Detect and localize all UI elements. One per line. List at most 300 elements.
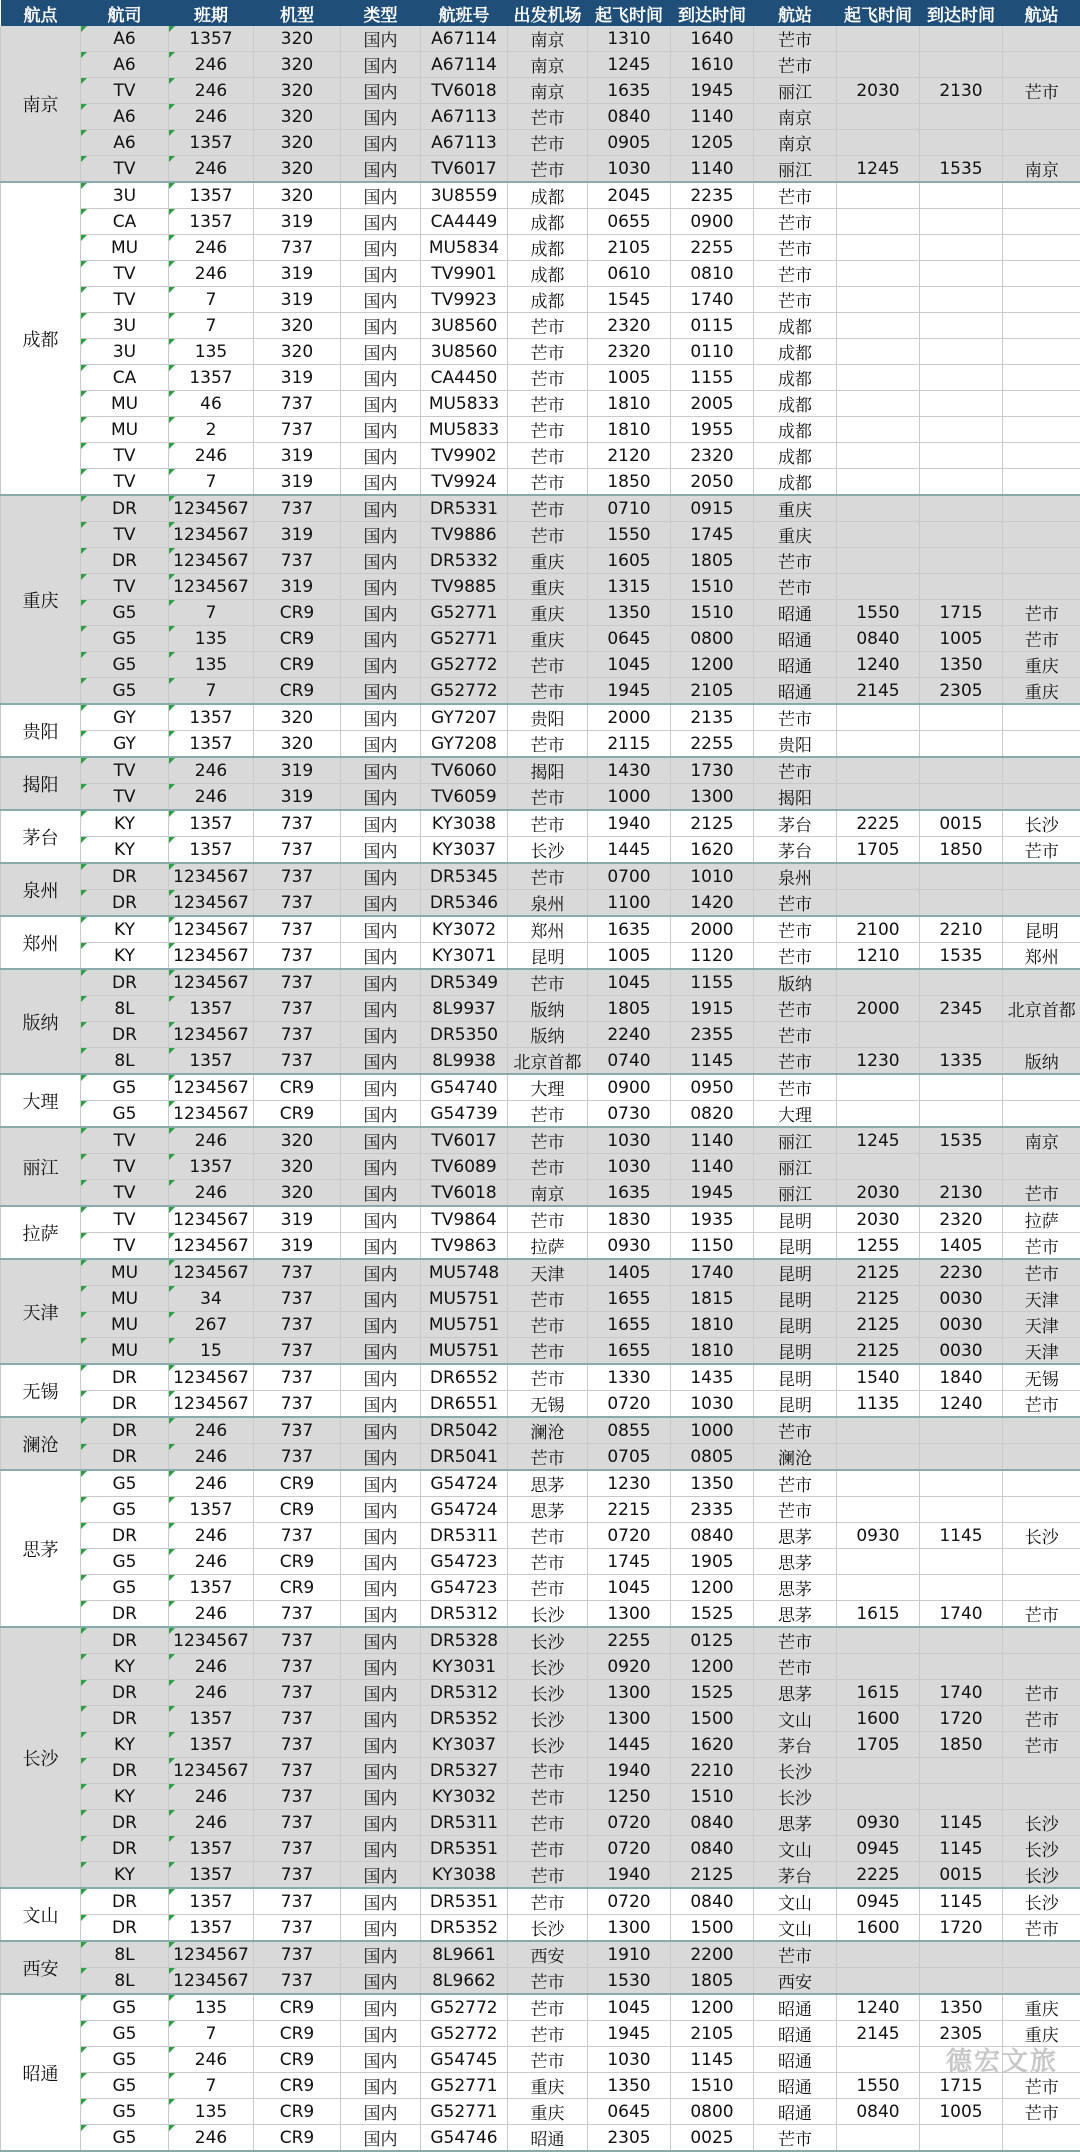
station-cell: 芒市 [754,916,837,943]
station-cell: 茅台 [754,837,837,864]
station-cell: 丽江 [754,78,837,104]
station-cell: 版纳 [754,969,837,996]
table-row [1,156,1080,183]
station-2-cell: 芒市 [1003,600,1080,626]
type-cell: 国内 [341,1758,421,1784]
arrival-time-2-cell: 1145 [920,1836,1003,1862]
departure-airport-cell: 长沙 [508,1680,588,1706]
departure-airport-cell: 芒市 [508,810,588,837]
departure-time-2-cell: 1600 [837,1706,920,1732]
flight-no-cell: 8L9662 [421,1968,508,1995]
arrival-time-2-cell: 2305 [920,2021,1003,2047]
flight-no-cell: 3U8559 [421,182,508,209]
type-cell: 国内 [341,1286,421,1312]
schedule-days-cell: 1357 [169,1497,254,1523]
table-row [1,969,1080,996]
arrival-time-2-cell [920,182,1003,209]
table-header [1,0,1080,26]
arrival-time-2-cell [920,495,1003,522]
schedule-days-cell: 1234567 [169,1101,254,1128]
type-cell: 国内 [341,1862,421,1889]
flight-no-cell: 8L9938 [421,1048,508,1075]
station-cell: 西安 [754,1968,837,1995]
departure-airport-cell: 芒市 [508,365,588,391]
aircraft-cell: 737 [254,1941,341,1968]
station-cell: 思茅 [754,1680,837,1706]
type-cell: 国内 [341,443,421,469]
departure-airport-cell: 芒市 [508,1888,588,1915]
schedule-days-cell: 7 [169,600,254,626]
arrival-time-2-cell: 1840 [920,1364,1003,1391]
flight-no-cell: TV6017 [421,1127,508,1154]
arrival-time-2-cell: 2320 [920,1206,1003,1233]
departure-time-cell: 1300 [588,1706,671,1732]
watermark: 德宏文旅 [946,2041,1058,2078]
station-2-cell [1003,287,1080,313]
arrival-time-cell: 0840 [671,1523,754,1549]
arrival-time-cell: 1140 [671,1127,754,1154]
station-cell: 昆明 [754,1233,837,1260]
arrival-time-2-cell [920,1627,1003,1654]
airline-cell: G5 [81,2021,169,2047]
departure-airport-cell: 长沙 [508,837,588,864]
departure-time-2-cell: 2145 [837,678,920,705]
schedule-days-cell: 246 [169,2047,254,2073]
table-row [1,548,1080,574]
col-header-arrival-time-2: 到达时间 [920,0,1003,26]
arrival-time-2-cell [920,2125,1003,2152]
flight-no-cell: TV9863 [421,1233,508,1260]
airline-cell: TV [81,757,169,784]
station-2-cell [1003,1758,1080,1784]
table-row [1,1154,1080,1180]
schedule-days-cell: 135 [169,652,254,678]
schedule-days-cell: 7 [169,2021,254,2047]
departure-airport-cell: 芒市 [508,1549,588,1575]
schedule-days-cell: 1234567 [169,522,254,548]
departure-time-cell: 1045 [588,1994,671,2021]
aircraft-cell: 737 [254,1338,341,1365]
airline-cell: DR [81,1758,169,1784]
departure-time-2-cell [837,731,920,758]
schedule-days-cell: 135 [169,2099,254,2125]
aircraft-cell: 320 [254,731,341,758]
aircraft-cell: 737 [254,1523,341,1549]
aircraft-cell: 319 [254,469,341,496]
arrival-time-cell: 1810 [671,1312,754,1338]
station-2-cell: 昆明 [1003,916,1080,943]
type-cell: 国内 [341,1680,421,1706]
flight-no-cell: G54746 [421,2125,508,2152]
table-row [1,1888,1080,1915]
departure-time-2-cell [837,574,920,600]
departure-time-2-cell: 1255 [837,1233,920,1260]
col-header-departure-time-2: 起飞时间 [837,0,920,26]
type-cell: 国内 [341,130,421,156]
departure-time-2-cell [837,235,920,261]
table-row [1,1523,1080,1549]
flight-no-cell: G52772 [421,2021,508,2047]
table-row [1,943,1080,970]
airline-cell: DR [81,1601,169,1628]
schedule-days-cell: 1357 [169,837,254,864]
flight-no-cell: DR5312 [421,1601,508,1628]
aircraft-cell: 737 [254,1915,341,1942]
arrival-time-cell: 1140 [671,104,754,130]
departure-time-2-cell [837,1784,920,1810]
aircraft-cell: CR9 [254,600,341,626]
departure-time-cell: 0720 [588,1810,671,1836]
table-row [1,2047,1080,2073]
arrival-time-2-cell [920,1417,1003,1444]
station-cell: 长沙 [754,1784,837,1810]
station-2-cell [1003,365,1080,391]
flight-no-cell: KY3031 [421,1654,508,1680]
station-cell: 南京 [754,104,837,130]
table-row [1,1127,1080,1154]
departure-airport-cell: 芒市 [508,339,588,365]
flight-no-cell: A67113 [421,104,508,130]
departure-time-2-cell [837,704,920,731]
flight-no-cell: DR5352 [421,1706,508,1732]
table-row [1,1968,1080,1995]
station-cell: 芒市 [754,890,837,917]
airline-cell: KY [81,1862,169,1889]
airline-cell: G5 [81,678,169,705]
departure-time-cell: 0705 [588,1444,671,1471]
schedule-days-cell: 246 [169,1810,254,1836]
type-cell: 国内 [341,1233,421,1260]
schedule-days-cell: 1357 [169,1575,254,1601]
col-header-departure-airport: 出发机场 [508,0,588,26]
departure-time-2-cell [837,130,920,156]
table-row [1,78,1080,104]
station-cell: 芒市 [754,209,837,235]
station-cell: 芒市 [754,757,837,784]
type-cell: 国内 [341,890,421,917]
departure-time-2-cell [837,443,920,469]
aircraft-cell: 737 [254,1680,341,1706]
table-row [1,1784,1080,1810]
departure-time-cell: 1635 [588,1180,671,1207]
airline-cell: DR [81,863,169,890]
station-cell: 芒市 [754,996,837,1022]
departure-airport-cell: 芒市 [508,522,588,548]
type-cell: 国内 [341,1470,421,1497]
station-2-cell [1003,548,1080,574]
table-row [1,1836,1080,1862]
departure-time-2-cell: 1705 [837,1732,920,1758]
departure-time-cell: 1445 [588,837,671,864]
airline-cell: G5 [81,1101,169,1128]
station-2-cell: 芒市 [1003,1233,1080,1260]
departure-time-cell: 1805 [588,996,671,1022]
type-cell: 国内 [341,784,421,811]
schedule-days-cell: 246 [169,1180,254,1207]
aircraft-cell: 737 [254,1048,341,1075]
schedule-days-cell: 246 [169,1127,254,1154]
airline-cell: CA [81,365,169,391]
departure-time-cell: 2215 [588,1497,671,1523]
schedule-days-cell: 1357 [169,1732,254,1758]
arrival-time-cell: 1740 [671,1259,754,1286]
station-2-cell: 天津 [1003,1312,1080,1338]
departure-time-cell: 1550 [588,522,671,548]
station-2-cell [1003,235,1080,261]
airline-cell: DR [81,890,169,917]
station-2-cell [1003,1575,1080,1601]
flight-no-cell: DR5346 [421,890,508,917]
departure-time-cell: 0655 [588,209,671,235]
arrival-time-cell: 0840 [671,1888,754,1915]
aircraft-cell: 737 [254,1417,341,1444]
arrival-time-2-cell [920,1470,1003,1497]
airline-cell: MU [81,1259,169,1286]
type-cell: 国内 [341,1836,421,1862]
station-cell: 重庆 [754,495,837,522]
table-row [1,1497,1080,1523]
aircraft-cell: 320 [254,78,341,104]
destination-cell: 天津 [1,1259,81,1364]
arrival-time-cell: 1030 [671,1391,754,1418]
type-cell: 国内 [341,757,421,784]
departure-time-2-cell: 0930 [837,1523,920,1549]
type-cell: 国内 [341,209,421,235]
station-cell: 昆明 [754,1206,837,1233]
arrival-time-cell: 0800 [671,626,754,652]
table-row [1,443,1080,469]
departure-airport-cell: 芒市 [508,1810,588,1836]
destination-cell: 思茅 [1,1470,81,1627]
departure-time-cell: 1655 [588,1338,671,1365]
departure-airport-cell: 芒市 [508,1127,588,1154]
departure-airport-cell: 芒市 [508,1364,588,1391]
table-row [1,1233,1080,1260]
departure-time-2-cell [837,757,920,784]
flight-no-cell: CA4449 [421,209,508,235]
station-2-cell [1003,391,1080,417]
airline-cell: G5 [81,600,169,626]
airline-cell: G5 [81,1470,169,1497]
arrival-time-cell: 1610 [671,52,754,78]
departure-time-cell: 1445 [588,1732,671,1758]
departure-time-cell: 1315 [588,574,671,600]
airline-cell: GY [81,704,169,731]
arrival-time-cell: 1155 [671,969,754,996]
departure-time-2-cell: 2125 [837,1338,920,1365]
table-row [1,209,1080,235]
station-cell: 芒市 [754,1470,837,1497]
departure-time-cell: 1810 [588,391,671,417]
schedule-days-cell: 267 [169,1312,254,1338]
departure-airport-cell: 思茅 [508,1470,588,1497]
destination-cell: 泉州 [1,863,81,916]
station-2-cell [1003,1784,1080,1810]
departure-airport-cell: 重庆 [508,548,588,574]
flight-no-cell: TV9885 [421,574,508,600]
arrival-time-2-cell [920,209,1003,235]
type-cell: 国内 [341,2125,421,2152]
departure-airport-cell: 芒市 [508,1338,588,1365]
departure-airport-cell: 贵阳 [508,704,588,731]
type-cell: 国内 [341,261,421,287]
departure-time-2-cell: 0945 [837,1836,920,1862]
table-row [1,235,1080,261]
aircraft-cell: CR9 [254,1101,341,1128]
departure-airport-cell: 芒市 [508,1154,588,1180]
departure-airport-cell: 芒市 [508,2021,588,2047]
airline-cell: MU [81,235,169,261]
station-cell: 丽江 [754,1154,837,1180]
station-cell: 成都 [754,417,837,443]
schedule-days-cell: 1357 [169,810,254,837]
station-2-cell: 芒市 [1003,78,1080,104]
station-2-cell: 长沙 [1003,810,1080,837]
table-row [1,757,1080,784]
departure-time-cell: 1310 [588,26,671,52]
departure-time-2-cell [837,104,920,130]
type-cell: 国内 [341,863,421,890]
airline-cell: G5 [81,2047,169,2073]
type-cell: 国内 [341,2099,421,2125]
flight-no-cell: KY3038 [421,810,508,837]
station-2-cell: 芒市 [1003,626,1080,652]
arrival-time-cell: 1120 [671,943,754,970]
aircraft-cell: 319 [254,443,341,469]
table-row [1,1941,1080,1968]
departure-time-2-cell [837,1497,920,1523]
type-cell: 国内 [341,810,421,837]
table-row [1,626,1080,652]
station-2-cell [1003,704,1080,731]
arrival-time-cell: 1205 [671,130,754,156]
departure-airport-cell: 澜沧 [508,1417,588,1444]
type-cell: 国内 [341,522,421,548]
aircraft-cell: 737 [254,969,341,996]
departure-airport-cell: 芒市 [508,1206,588,1233]
flight-no-cell: TV9864 [421,1206,508,1233]
airline-cell: A6 [81,130,169,156]
table-row [1,1601,1080,1628]
departure-time-cell: 0710 [588,495,671,522]
aircraft-cell: 737 [254,1259,341,1286]
departure-time-2-cell: 1210 [837,943,920,970]
arrival-time-cell: 2235 [671,182,754,209]
airline-cell: DR [81,1810,169,1836]
arrival-time-2-cell [920,1444,1003,1471]
departure-airport-cell: 芒市 [508,391,588,417]
station-cell: 澜沧 [754,1444,837,1471]
aircraft-cell: CR9 [254,2047,341,2073]
departure-time-cell: 0720 [588,1888,671,1915]
type-cell: 国内 [341,1575,421,1601]
station-cell: 成都 [754,443,837,469]
arrival-time-2-cell [920,339,1003,365]
airline-cell: 8L [81,1048,169,1075]
schedule-days-cell: 135 [169,1994,254,2021]
table-row [1,26,1080,52]
flight-no-cell: MU5833 [421,417,508,443]
aircraft-cell: CR9 [254,626,341,652]
arrival-time-2-cell: 1535 [920,1127,1003,1154]
arrival-time-cell: 2000 [671,916,754,943]
station-cell: 茅台 [754,810,837,837]
station-2-cell [1003,209,1080,235]
arrival-time-cell: 1510 [671,1784,754,1810]
aircraft-cell: 737 [254,1968,341,1995]
departure-airport-cell: 南京 [508,1180,588,1207]
type-cell: 国内 [341,78,421,104]
flight-no-cell: DR6552 [421,1364,508,1391]
type-cell: 国内 [341,600,421,626]
aircraft-cell: 319 [254,1206,341,1233]
type-cell: 国内 [341,1417,421,1444]
schedule-days-cell: 1234567 [169,890,254,917]
schedule-days-cell: 246 [169,1549,254,1575]
departure-time-2-cell: 0840 [837,2099,920,2125]
departure-airport-cell: 芒市 [508,1994,588,2021]
airline-cell: KY [81,916,169,943]
aircraft-cell: 737 [254,1862,341,1889]
arrival-time-2-cell [920,469,1003,496]
departure-time-cell: 1830 [588,1206,671,1233]
station-2-cell [1003,784,1080,811]
departure-time-cell: 1850 [588,469,671,496]
station-cell: 昭通 [754,626,837,652]
arrival-time-2-cell: 1145 [920,1888,1003,1915]
station-2-cell: 重庆 [1003,2021,1080,2047]
flight-no-cell: DR5041 [421,1444,508,1471]
schedule-days-cell: 1234567 [169,1206,254,1233]
col-header-departure-time: 起飞时间 [588,0,671,26]
table-row [1,600,1080,626]
station-cell: 思茅 [754,1601,837,1628]
departure-airport-cell: 芒市 [508,443,588,469]
aircraft-cell: 737 [254,810,341,837]
airline-cell: MU [81,1286,169,1312]
aircraft-cell: CR9 [254,1994,341,2021]
flight-no-cell: 3U8560 [421,313,508,339]
arrival-time-cell: 1300 [671,784,754,811]
airline-cell: DR [81,1706,169,1732]
table-row [1,365,1080,391]
departure-time-cell: 1045 [588,652,671,678]
schedule-days-cell: 1357 [169,1836,254,1862]
schedule-days-cell: 7 [169,2073,254,2099]
arrival-time-cell: 1805 [671,548,754,574]
type-cell: 国内 [341,1180,421,1207]
destination-cell: 茅台 [1,810,81,863]
station-2-cell [1003,1654,1080,1680]
table-row [1,1758,1080,1784]
flight-no-cell: G54739 [421,1101,508,1128]
station-cell: 芒市 [754,1497,837,1523]
station-cell: 思茅 [754,1810,837,1836]
airline-cell: G5 [81,1497,169,1523]
departure-time-cell: 2240 [588,1022,671,1048]
departure-time-cell: 0730 [588,1101,671,1128]
station-cell: 芒市 [754,1022,837,1048]
station-2-cell [1003,1154,1080,1180]
destination-cell: 版纳 [1,969,81,1074]
flight-no-cell: KY3037 [421,837,508,864]
arrival-time-2-cell: 2210 [920,916,1003,943]
airline-cell: G5 [81,2125,169,2152]
departure-time-2-cell: 2225 [837,1862,920,1889]
departure-airport-cell: 揭阳 [508,757,588,784]
arrival-time-cell: 1200 [671,1994,754,2021]
flight-no-cell: DR5345 [421,863,508,890]
